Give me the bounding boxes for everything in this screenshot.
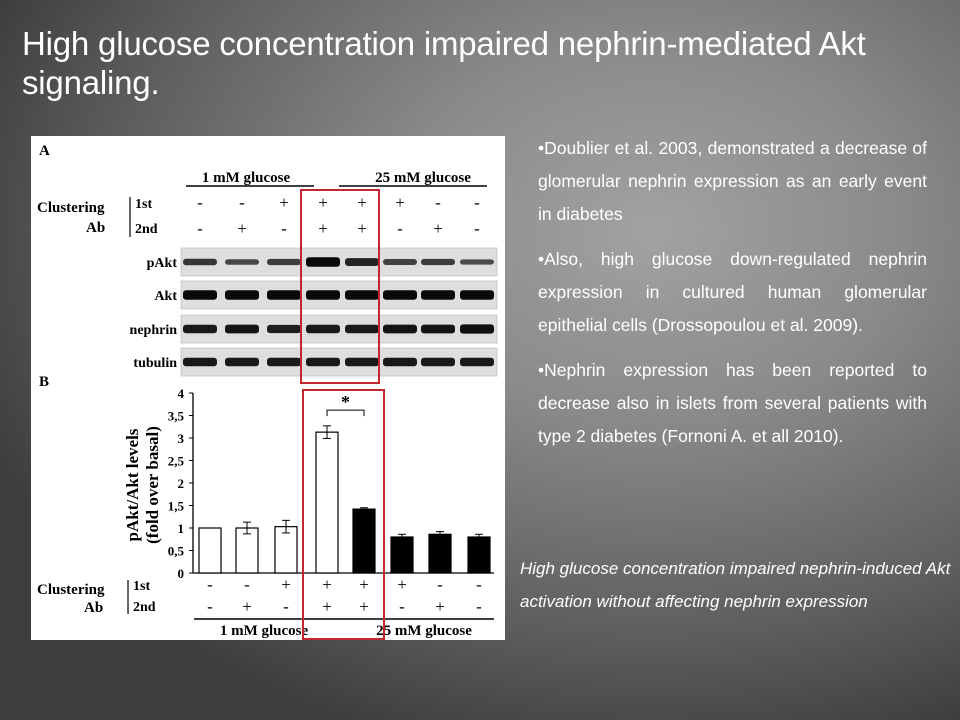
blot-band — [421, 290, 455, 300]
chart-first-ab-sign: + — [359, 575, 369, 594]
second-ab-sign: + — [357, 219, 367, 238]
bullet-item: •Doublier et al. 2003, demonstrated a decrease of glomerular nephrin expression as an early event in diabetes — [538, 138, 927, 224]
panel-b-label: B — [39, 374, 50, 390]
bar — [468, 537, 490, 573]
y-tick-label: 0,5 — [167, 543, 184, 559]
second-ab-sign: + — [237, 219, 247, 238]
bullet-item: •Also, high glucose down-regulated nephrin expression in cultured human glomerular epithelial cells (Drossopoulou et al. 2009). — [538, 249, 927, 335]
bar — [429, 534, 451, 573]
blot-band — [306, 290, 340, 300]
bar — [316, 432, 338, 573]
chart-first-ab-sign: - — [476, 575, 482, 594]
second-ab-sign: + — [318, 219, 328, 238]
bullet-list — [538, 132, 927, 465]
chart-second-ab-sign: - — [207, 597, 213, 616]
blot-band — [267, 259, 301, 265]
blot-band — [183, 325, 217, 334]
y-tick-label: 3,5 — [167, 408, 184, 424]
first-ab-sign: - — [197, 193, 203, 212]
blot-band — [225, 290, 259, 300]
blot-band — [225, 259, 259, 265]
blot-band — [183, 259, 217, 266]
blot-band — [345, 358, 379, 367]
y-tick-label: 2,5 — [167, 453, 184, 469]
y-tick-label: 2 — [177, 476, 184, 491]
chart-second-ab-sign: - — [476, 597, 482, 616]
chart-second-ab-sign: - — [399, 597, 405, 616]
blot-band — [345, 290, 379, 300]
chart-second-ab-label: 2nd — [133, 600, 156, 615]
clustering-label: Clustering — [37, 200, 105, 216]
blot-band — [421, 259, 455, 265]
blot-band — [225, 325, 259, 334]
second-ab-sign: - — [474, 219, 480, 238]
y-tick-label: 1,5 — [167, 498, 184, 514]
y-axis-title: pAkt/Akt levels — [123, 428, 142, 542]
chart-second-ab-sign: + — [322, 597, 332, 616]
blot-band — [383, 325, 417, 334]
bar — [275, 527, 297, 573]
chart-group-label-low: 1 mM glucose — [219, 623, 309, 639]
chart-clustering-label: Clustering — [37, 582, 105, 598]
y-tick-label: 0 — [177, 566, 184, 581]
bar — [236, 528, 258, 573]
blot-band — [225, 358, 259, 367]
chart-first-ab-sign: + — [397, 575, 407, 594]
blot-band — [383, 259, 417, 265]
ab-label: Ab — [86, 220, 106, 236]
first-ab-sign: + — [357, 193, 367, 212]
y-tick-label: 1 — [177, 521, 184, 536]
chart-first-ab-sign: - — [207, 575, 213, 594]
second-ab-sign: + — [433, 219, 443, 238]
figure-svg — [31, 136, 505, 640]
blot-band — [267, 325, 301, 333]
chart-first-ab-sign: + — [281, 575, 291, 594]
blot-band — [183, 290, 217, 300]
y-tick-label: 3 — [177, 431, 184, 446]
blot-band — [267, 358, 301, 367]
blot-band — [421, 358, 455, 367]
blot-band — [267, 290, 301, 300]
blot-band — [383, 290, 417, 300]
blot-label-Akt: Akt — [154, 289, 177, 304]
figure-panel — [31, 136, 505, 640]
chart-first-ab-sign: - — [437, 575, 443, 594]
figure-caption: High glucose concentration impaired nephrin-induced Akt activation without affecting nephrin expression — [520, 559, 951, 611]
blot-band — [421, 325, 455, 334]
y-axis-title: (fold over basal) — [143, 426, 162, 544]
first-ab-sign: + — [318, 193, 328, 212]
blot-band — [460, 324, 494, 333]
chart-first-ab-label: 1st — [133, 579, 151, 594]
bullet-item: •Nephrin expression has been reported to decrease also in islets from several patients with type 2 diabetes (Fornoni A. et all 2010). — [538, 360, 927, 446]
y-tick-label: 4 — [177, 386, 184, 401]
chart-second-ab-sign: + — [359, 597, 369, 616]
group-label-high-glucose: 25 mM glucose — [375, 170, 471, 186]
chart-second-ab-sign: + — [242, 597, 252, 616]
second-ab-sign: - — [281, 219, 287, 238]
first-ab-label: 1st — [135, 197, 153, 212]
blot-label-tubulin: tubulin — [133, 356, 177, 371]
first-ab-sign: + — [279, 193, 289, 212]
blot-band — [345, 325, 379, 334]
first-ab-sign: - — [474, 193, 480, 212]
blot-band — [460, 358, 494, 367]
panel-a-label: A — [39, 143, 50, 159]
chart-first-ab-sign: + — [322, 575, 332, 594]
blot-band — [306, 257, 340, 267]
first-ab-sign: + — [395, 193, 405, 212]
bar — [199, 528, 221, 573]
blot-band — [383, 358, 417, 367]
blot-band — [306, 358, 340, 367]
first-ab-sign: - — [239, 193, 245, 212]
chart-group-label-high: 25 mM glucose — [376, 623, 472, 639]
chart-second-ab-sign: + — [435, 597, 445, 616]
second-ab-label: 2nd — [135, 222, 158, 237]
blot-band — [306, 325, 340, 334]
blot-band — [183, 358, 217, 367]
chart-first-ab-sign: - — [244, 575, 250, 594]
bar — [391, 537, 413, 573]
slide-title: High glucose concentration impaired nephrin-mediated Akt signaling. — [22, 25, 866, 101]
blot-band — [345, 258, 379, 266]
blot-label-nephrin: nephrin — [129, 323, 177, 338]
group-label-low-glucose: 1 mM glucose — [201, 170, 291, 186]
significance-asterisk: * — [341, 392, 350, 413]
blot-band — [460, 290, 494, 300]
second-ab-sign: - — [397, 219, 403, 238]
blot-label-pAkt: pAkt — [146, 256, 177, 271]
first-ab-sign: - — [435, 193, 441, 212]
bar — [353, 509, 375, 573]
chart-ab-label: Ab — [84, 600, 104, 616]
blot-band — [460, 259, 494, 264]
second-ab-sign: - — [197, 219, 203, 238]
chart-second-ab-sign: - — [283, 597, 289, 616]
